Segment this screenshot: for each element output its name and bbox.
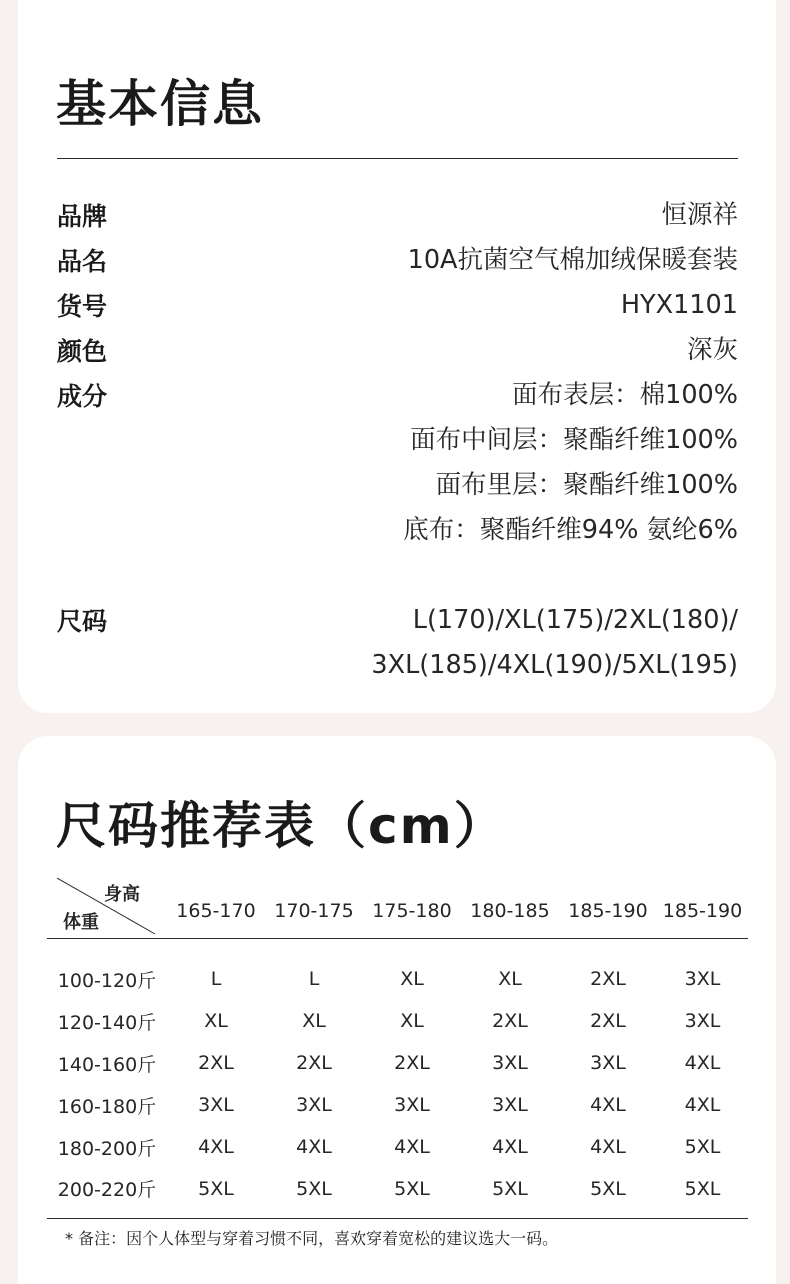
size-cell: L — [308, 968, 320, 991]
info-value: 3XL(185)/4XL(190)/5XL(195) — [371, 650, 738, 680]
title-divider — [57, 158, 738, 159]
size-cell: 4XL — [590, 1094, 626, 1116]
size-cell: 3XL — [394, 1094, 430, 1116]
height-header: 170-175 — [274, 899, 354, 922]
size-cell: 2XL — [590, 968, 626, 991]
size-chart-title: 尺码推荐表（cm） — [56, 797, 506, 855]
table-row — [47, 1084, 748, 1126]
size-cell: 2XL — [296, 1052, 332, 1074]
height-header: 175-180 — [372, 899, 452, 922]
size-cell: 3XL — [684, 1010, 721, 1032]
info-value: 底布：聚酯纤维94% 氨纶6% — [403, 515, 738, 545]
size-cell: L — [210, 968, 222, 991]
size-cell: 3XL — [684, 968, 721, 991]
size-cell: 4XL — [684, 1052, 721, 1074]
table-row — [47, 1042, 748, 1084]
weight-cell: 180-200斤 — [57, 1137, 157, 1160]
table-row — [47, 1168, 748, 1218]
info-label: 颜色 — [57, 337, 108, 366]
weight-cell: 140-160斤 — [57, 1053, 157, 1076]
info-value: 恒源祥 — [661, 200, 738, 230]
size-cell: 4XL — [394, 1136, 430, 1158]
table-corner-cell — [47, 874, 167, 938]
height-header: 165-170 — [176, 899, 256, 922]
size-cell: 3XL — [296, 1094, 332, 1116]
size-table — [47, 874, 748, 1219]
size-note: * 备注：因个人体型与穿着习惯不同，喜欢穿着宽松的建议选大一码。 — [65, 1229, 559, 1248]
info-value: L(170)/XL(175)/2XL(180)/ — [412, 605, 738, 635]
size-cell: XL — [400, 968, 424, 991]
size-cell: 4XL — [684, 1094, 721, 1116]
size-cell: 4XL — [296, 1136, 332, 1158]
info-value: HYX1101 — [620, 290, 738, 320]
table-header-row — [47, 874, 748, 938]
size-cell: XL — [498, 968, 522, 991]
size-cell: 5XL — [492, 1177, 528, 1200]
size-cell: 5XL — [684, 1136, 721, 1158]
size-cell: XL — [302, 1010, 326, 1032]
size-cell: 3XL — [198, 1094, 234, 1116]
size-cell: 2XL — [492, 1010, 528, 1032]
height-header: 185-190 — [662, 899, 743, 922]
height-header: 185-190 — [568, 899, 648, 922]
weight-cell: 120-140斤 — [57, 1011, 157, 1034]
info-row-item-no — [57, 283, 738, 323]
size-cell: XL — [204, 1010, 228, 1032]
size-cell: 5XL — [198, 1177, 234, 1200]
weight-cell: 160-180斤 — [57, 1095, 157, 1118]
size-cell: 5XL — [394, 1177, 430, 1200]
size-cell: 2XL — [394, 1052, 430, 1074]
size-cell: 5XL — [296, 1177, 332, 1200]
info-label: 尺码 — [57, 607, 108, 636]
size-cell: 5XL — [684, 1177, 721, 1200]
info-value: 面布表层：棉100% — [512, 380, 738, 410]
info-row-composition — [57, 373, 738, 545]
info-label: 货号 — [57, 292, 108, 321]
size-cell: 2XL — [198, 1052, 234, 1074]
corner-weight-label: 体重 — [63, 912, 99, 933]
size-cell: 4XL — [492, 1136, 528, 1158]
size-cell: 3XL — [492, 1052, 528, 1074]
size-cell: XL — [400, 1010, 424, 1032]
weight-cell: 100-120斤 — [57, 969, 157, 992]
size-cell: 3XL — [590, 1052, 626, 1074]
info-label: 品牌 — [57, 202, 108, 231]
info-value: 10A抗菌空气棉加绒保暖套装 — [407, 245, 738, 275]
height-header: 180-185 — [470, 899, 550, 922]
basic-info-title: 基本信息 — [56, 75, 264, 133]
size-chart-card — [18, 736, 776, 1284]
weight-cell: 200-220斤 — [57, 1179, 157, 1202]
info-value: 面布里层：聚酯纤维100% — [435, 470, 738, 500]
info-value: 面布中间层：聚酯纤维100% — [410, 425, 738, 455]
size-cell: 4XL — [590, 1136, 626, 1158]
info-label: 成分 — [57, 382, 108, 411]
table-row — [47, 1126, 748, 1168]
info-row-brand — [57, 193, 738, 233]
basic-info-card — [18, 0, 776, 713]
info-value: 深灰 — [686, 335, 738, 365]
table-row — [47, 1000, 748, 1042]
info-row-color — [57, 328, 738, 368]
corner-height-label: 身高 — [104, 884, 140, 905]
size-cell: 2XL — [590, 1010, 626, 1032]
size-cell: 5XL — [590, 1177, 626, 1200]
table-row — [47, 938, 748, 1000]
size-cell: 4XL — [198, 1136, 234, 1158]
size-cell: 3XL — [492, 1094, 528, 1116]
info-row-product-name — [57, 238, 738, 278]
info-row-size — [57, 598, 738, 680]
info-label: 品名 — [57, 247, 108, 276]
